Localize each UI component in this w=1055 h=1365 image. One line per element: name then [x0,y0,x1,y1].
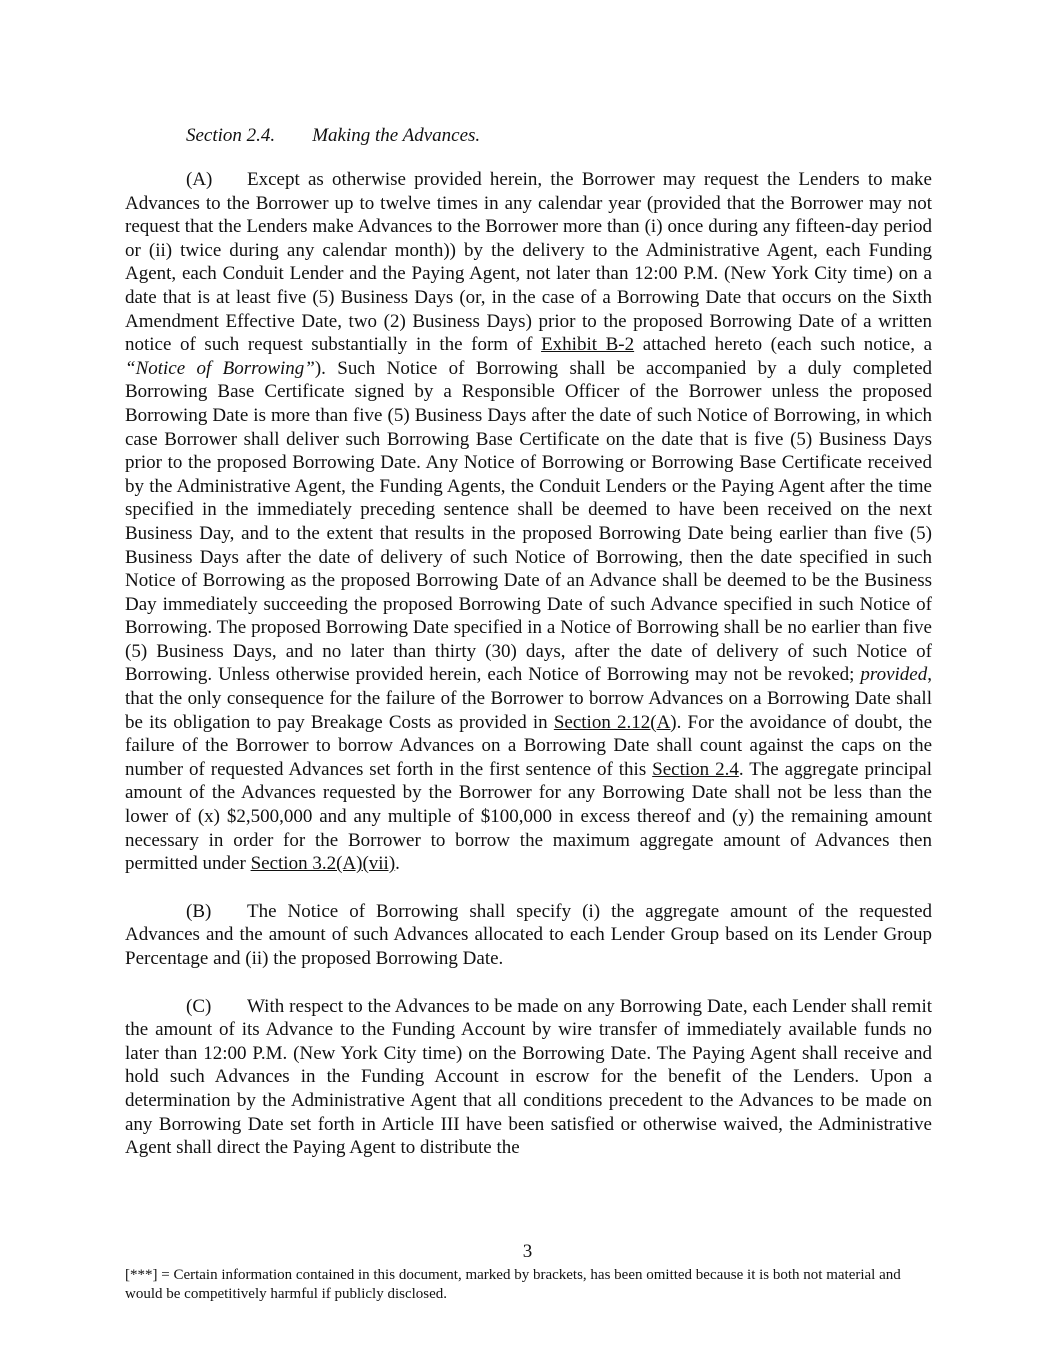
paragraph-text: . The aggregate principal amount of the Advances requested by the Borrower for any Borrowing Date shall not be less than the lower of (x) $2,500,000 and any multiple of $100,000 in excess thereof and (y) the remaining amount necessary in order for the Borrower to borrow the maximum aggregate amount of Advances then permitted under [125,758,932,875]
footnote: [***] = Certain information contained in this document, marked by brackets, has been omitted because it is both not material and would be competitively harmful if publicly disclosed. [125,1267,901,1302]
section-title: Making the Advances. [312,125,481,146]
paragraph-text: ). Such Notice of Borrowing shall be accompanied by a duly completed Borrowing Base Certificate signed by a Responsible Officer of the Borrower unless the proposed Borrowing Date is more than five (5) Business Days after the date of such Notice of Borrowing, in which case Borrower shall deliver such Borrowing Base Certificate on the date that is five (5) Business Days prior to the proposed Borrowing Date. Any Notice of Borrowing or Borrowing Base Certificate received by the Administrative Agent, the Funding Agents, the Conduit Lenders or the Paying Agent after the time specified in the immediately preceding sentence shall be deemed to have been received on the next Business Day, and to the extent that results in the proposed Borrowing Date being earlier than five (5) Business Days after the date of delivery of such Notice of Borrowing, then the date specified in such Notice of Borrowing as the proposed Borrowing Date of an Advance shall be deemed to be the Business Day immediately succeeding the proposed Borrowing Date of such Advance specified in such Notice of Borrowing. The proposed Borrowing Date specified in a Notice of Borrowing shall be no earlier than five (5) Business Days, and no later than thirty (30) days, after the date of delivery of such Notice of Borrowing. Unless otherwise provided herein, each Notice of Borrowing may not be revoked; [125,357,932,686]
defined-term: “Notice of Borrowing” [125,357,315,379]
paragraph-label: (B) [186,900,212,922]
section-number: Section 2.4. [186,125,276,146]
paragraph-b [125,900,932,971]
paragraph-text: Except as otherwise provided herein, the Borrower may request the Lenders to make Advances to the Borrower up to twelve times in any calendar year (provided that the Borrower may not request that the Lenders make Advances to the Borrower more than (i) once during any fifteen-day period or (ii) twice during any calendar month)) by the delivery to the Administrative Agent, each Funding Agent, each Conduit Lender and the Paying Agent, not later than 12:00 P.M. (New York City time) on a date that is at least five (5) Business Days (or, in the case of a Borrowing Date that occurs on the Sixth Amendment Effective Date, two (2) Business Days) prior to the proposed Borrowing Date of a written notice of such request substantially in the form of [125,169,932,356]
page-number: 3 [522,1241,533,1262]
proviso-term: provided [860,664,928,686]
paragraph-text: attached hereto (each such notice, a [634,334,932,356]
paragraph-a [125,168,932,876]
paragraph-text: , that the only consequence for the failure of the Borrower to borrow Advances on a Borrowing Date shall be its obligation to pay Breakage Costs as provided in [125,664,932,733]
section-reference: Section 3.2(A)(vii) [250,853,396,875]
document-body [125,124,932,1184]
paragraph-text: . For the avoidance of doubt, the failure of the Borrower to borrow Advances on a Borrowing Date shall count against the caps on the number of requested Advances set forth in the first sentence of this [125,711,933,780]
section-reference: Section 2.4 [652,758,739,780]
paragraph-c [125,995,932,1160]
paragraph-text: . [395,853,400,875]
section-reference: Section 2.12(A) [553,711,677,733]
paragraph-text: With respect to the Advances to be made on any Borrowing Date, each Lender shall remit the amount of its Advance to the Funding Account by wire transfer of immediately available funds no later than 12:00 P.M. (New York City time) on the Borrowing Date. The Paying Agent shall receive and hold such Advances in the Funding Account in escrow for the benefit of the Lenders. Upon a determination by the Administrative Agent that all conditions precedent to the Advances to be made on any Borrowing Date set forth in Article III have been satisfied or otherwise waived, the Administrative Agent shall direct the Paying Agent to distribute the [125,995,932,1159]
exhibit-reference: Exhibit B-2 [541,334,635,356]
paragraph-text: The Notice of Borrowing shall specify (i) the aggregate amount of the requested Advances and the amount of such Advances allocated to each Lender Group based on its Lender Group Percentage and (ii) the proposed Borrowing Date. [125,900,932,969]
section-heading [186,124,932,148]
paragraph-label: (A) [186,169,213,190]
paragraph-label: (C) [186,995,212,1017]
